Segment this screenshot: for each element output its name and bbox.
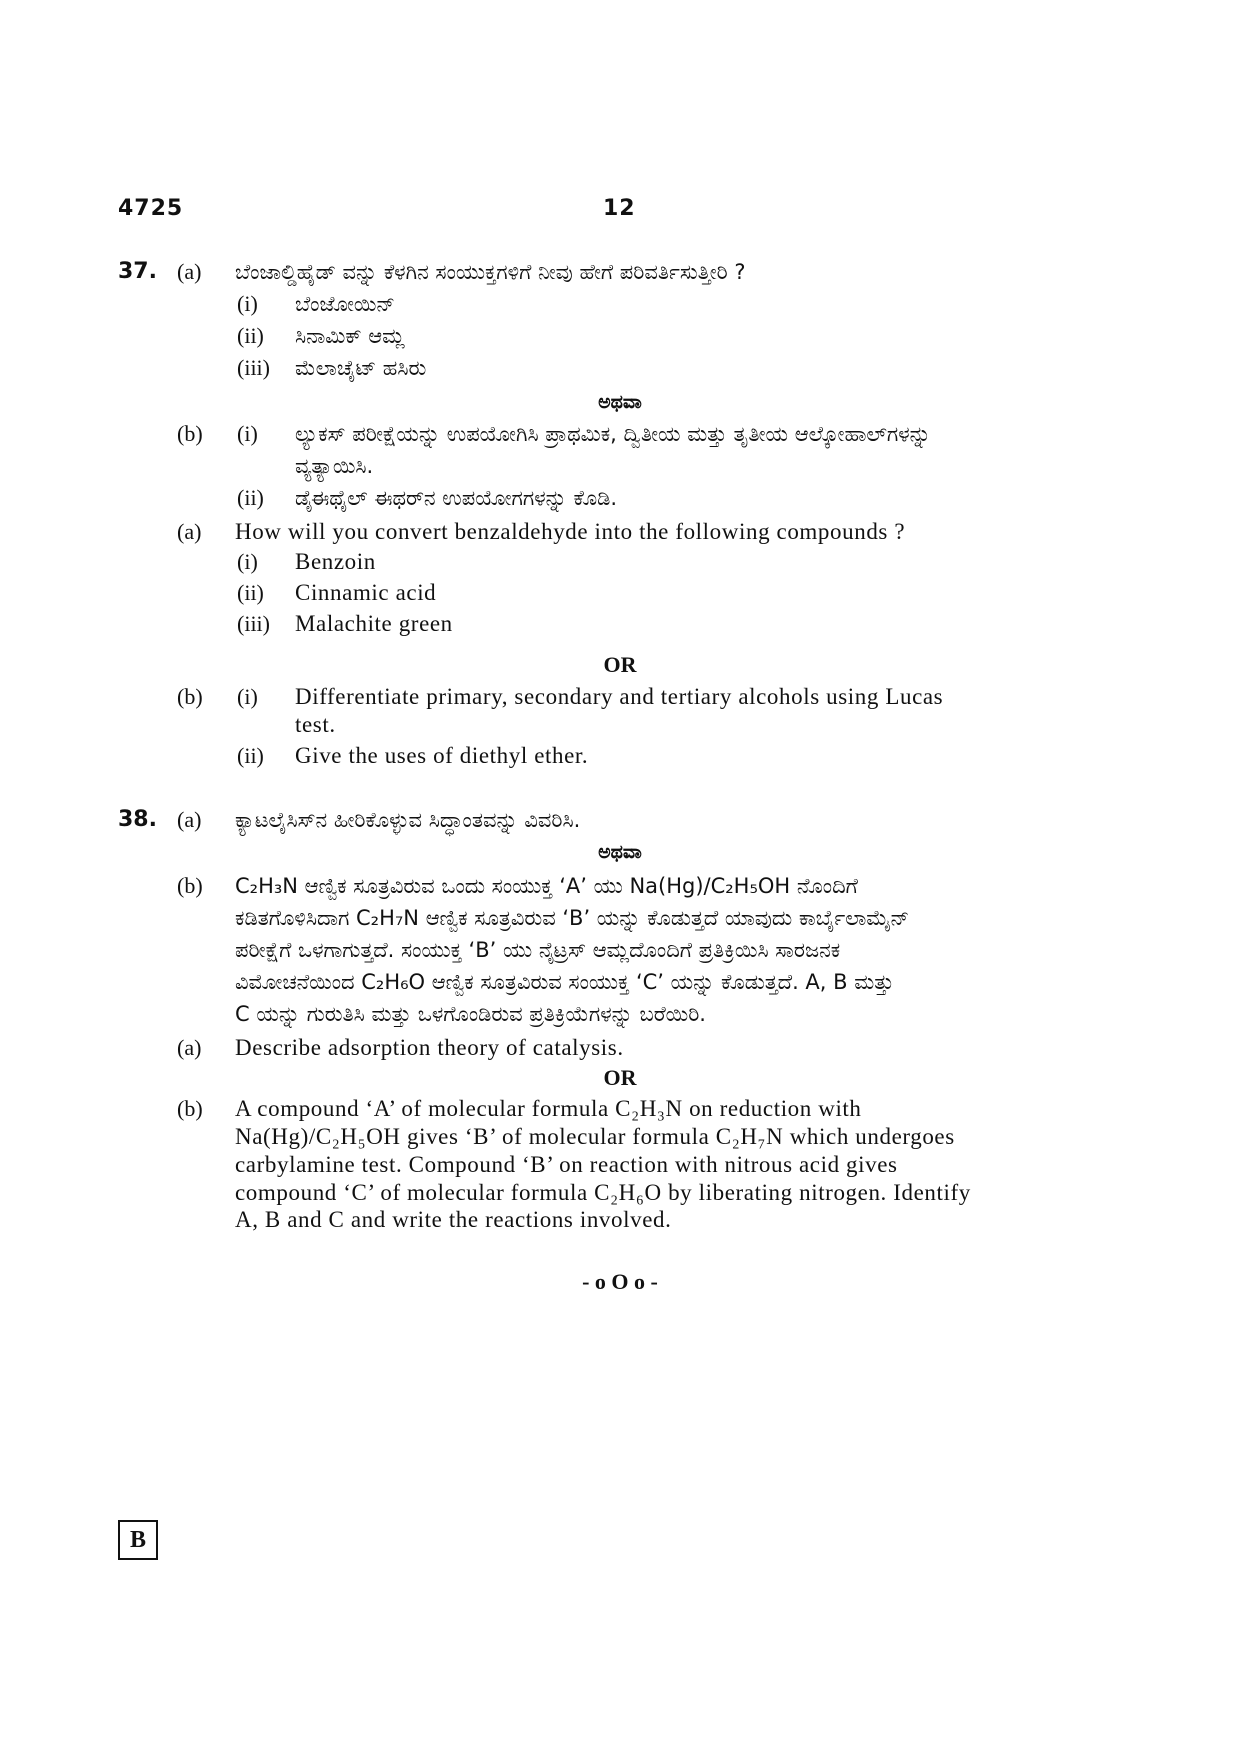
question-text-english: Describe adsorption theory of catalysis. [235, 1035, 624, 1060]
sub-label: (i) [237, 291, 258, 316]
sub-label: (iii) [237, 611, 270, 636]
question-text-kannada: C₂H₃N ಆಣ್ವಿಕ ಸೂತ್ರವಿರುವ ಒಂದು ಸಂಯುಕ್ತ ‘A’ ಯು Na(Hg)/C₂H₅OH ನೊಂದಿಗೆ [235, 874, 858, 898]
question-text-english: carbylamine test. Compound ‘B’ on reaction with nitrous acid gives [235, 1152, 898, 1177]
sub-item-kannada: ಸಿನಾಮಿಕ್ ಆಮ್ಲ [295, 324, 405, 348]
part-label: (a) [177, 807, 202, 832]
part-label: (b) [177, 873, 203, 898]
question-number: 37. [118, 259, 157, 284]
sub-item-english: Benzoin [295, 549, 376, 574]
question-number: 38. [118, 807, 157, 832]
question-text-english: test. [295, 712, 336, 737]
part-label: (a) [177, 519, 202, 544]
page-number: 12 [603, 196, 636, 221]
part-label: (a) [177, 1035, 202, 1060]
question-text-kannada: ಕ್ಯಾಟಲೈಸಿಸ್‌ನ ಹೀರಿಕೊಳ್ಳುವ ಸಿದ್ಧಾಂತವನ್ನು ವಿವರಿಸಿ. [235, 808, 581, 832]
question-text-english: A compound ‘A’ of molecular formula C₂H₃N on reduction with [235, 1096, 862, 1121]
question-text-kannada: ಪರೀಕ್ಷೆಗೆ ಒಳಗಾಗುತ್ತದೆ. ಸಂಯುಕ್ತ ‘B’ ಯು ನೈಟ್ರಸ್ ಆಮ್ಲದೊಂದಿಗೆ ಪ್ರತಿಕ್ರಿಯಿಸಿ ಸಾರಜನಕ [235, 938, 841, 962]
paper-code: 4725 [118, 196, 184, 221]
question-text-english: Give the uses of diethyl ether. [295, 743, 589, 768]
sub-label: (ii) [237, 743, 264, 768]
sub-item-english: Cinnamic acid [295, 580, 437, 605]
question-text-kannada: ವಿಮೋಚನೆಯಿಂದ C₂H₆O ಆಣ್ವಿಕ ಸೂತ್ರವಿರುವ ಸಂಯುಕ್ತ ‘C’ ಯನ್ನು ಕೊಡುತ್ತದೆ. A, B ಮತ್ತು [235, 970, 894, 994]
sub-label: (i) [237, 421, 258, 446]
end-of-paper-mark: - o O o - [582, 1269, 658, 1294]
sub-label: (ii) [237, 580, 264, 605]
question-text-kannada: ವ್ಯತ್ಯಾಯಿಸಿ. [295, 454, 374, 478]
or-divider: OR [603, 1065, 637, 1090]
or-divider: OR [603, 652, 637, 677]
part-label: (b) [177, 421, 203, 446]
or-divider-kannada: ಅಥವಾ [598, 391, 642, 413]
sub-label: (ii) [237, 485, 264, 510]
sub-label: (iii) [237, 355, 270, 380]
sub-label: (ii) [237, 323, 264, 348]
part-label: (a) [177, 259, 202, 284]
question-text-english: compound ‘C’ of molecular formula C₂H₆O by liberating nitrogen. Identify [235, 1180, 971, 1205]
question-text-kannada: C ಯನ್ನು ಗುರುತಿಸಿ ಮತ್ತು ಒಳಗೊಂಡಿರುವ ಪ್ರತಿಕ್ರಿಯೆಗಳನ್ನು ಬರೆಯಿರಿ. [235, 1002, 706, 1026]
sub-item-english: Malachite green [295, 611, 453, 636]
sub-item-kannada: ಬೆಂಜೋಯಿನ್ [295, 292, 395, 316]
question-text-kannada: ಲ್ಯುಕಸ್ ಪರೀಕ್ಷೆಯನ್ನು ಉಪಯೋಗಿಸಿ ಪ್ರಾಥಮಿಕ, ದ್ವಿತೀಯ ಮತ್ತು ತೃತೀಯ ಆಲ್ಕೋಹಾಲ್‌ಗಳನ್ನು [295, 422, 931, 446]
question-text-english: Differentiate primary, secondary and tertiary alcohols using Lucas [295, 684, 944, 709]
version-box: B [118, 1520, 158, 1560]
question-text-kannada: ಡೈಈಥೈಲ್ ಈಥರ್‌ನ ಉಪಯೋಗಗಳನ್ನು ಕೊಡಿ. [295, 486, 618, 510]
question-text-english: Na(Hg)/C₂H₅OH gives ‘B’ of molecular formula C₂H₇N which undergoes [235, 1124, 955, 1149]
part-label: (b) [177, 1096, 203, 1121]
sub-item-kannada: ಮೆಲಾಚೈಟ್ ಹಸಿರು [295, 356, 427, 380]
question-text-english: How will you convert benzaldehyde into the following compounds ? [235, 519, 906, 544]
sub-label: (i) [237, 684, 258, 709]
sub-label: (i) [237, 549, 258, 574]
question-text-english: A, B and C and write the reactions involved. [235, 1207, 672, 1232]
part-label: (b) [177, 684, 203, 709]
question-text-kannada: ಬೆಂಜಾಲ್ಡಿಹೈಡ್ ವನ್ನು ಕೆಳಗಿನ ಸಂಯುಕ್ತಗಳಿಗೆ ನೀವು ಹೇಗೆ ಪರಿವರ್ತಿಸುತ್ತೀರಿ ? [235, 260, 746, 284]
or-divider-kannada: ಅಥವಾ [598, 841, 642, 863]
question-text-kannada: ಕಡಿತಗೊಳಿಸಿದಾಗ C₂H₇N ಆಣ್ವಿಕ ಸೂತ್ರವಿರುವ ‘B’ ಯನ್ನು ಕೊಡುತ್ತದೆ ಯಾವುದು ಕಾರ್ಬೈಲಾಮೈನ್ [235, 906, 910, 930]
